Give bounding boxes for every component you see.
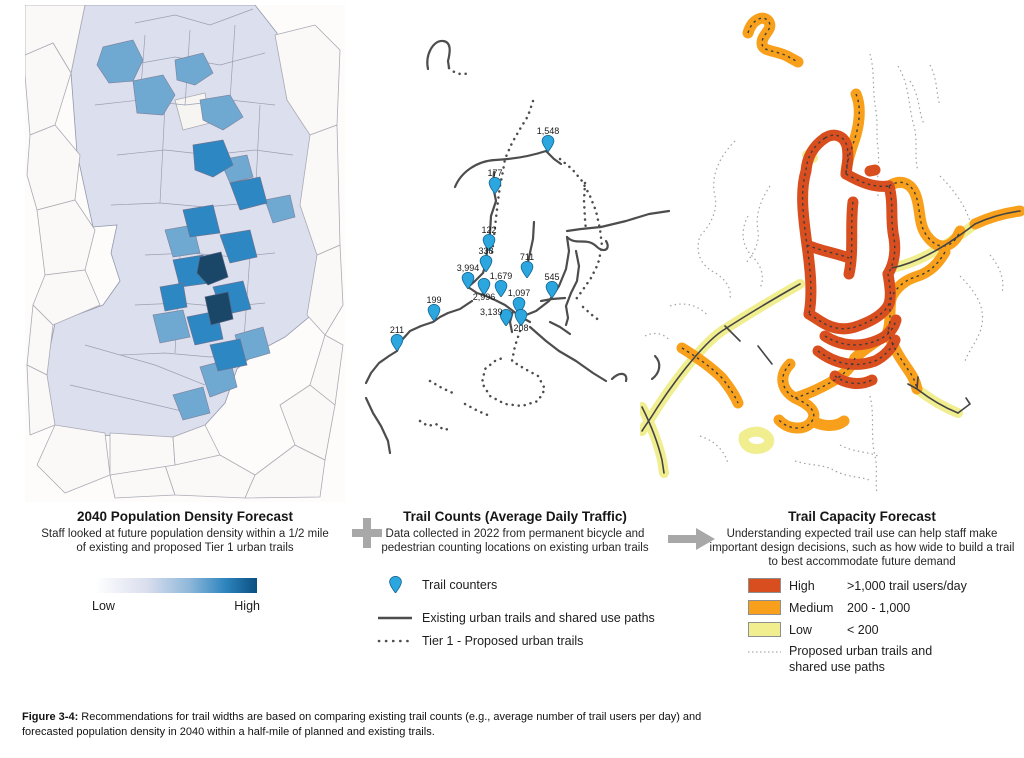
legend-value: 200 - 1,000 bbox=[847, 600, 911, 615]
trail-counter bbox=[426, 295, 442, 321]
legend-row-trail-counters bbox=[374, 576, 497, 593]
counter-value: 545 bbox=[544, 272, 560, 282]
counter-value: 2,996 bbox=[472, 292, 496, 302]
right-panel-subtitle: Understanding expected trail use can help staff make important design decisions, such as how wide to build a trail to best accommodate future demand bbox=[709, 527, 1015, 568]
trail-counter bbox=[487, 168, 503, 194]
counter-value: 338 bbox=[478, 246, 494, 256]
right-panel-title: Trail Capacity Forecast bbox=[788, 509, 936, 524]
population-density-map bbox=[25, 5, 345, 502]
map-pin-icon bbox=[462, 272, 475, 289]
legend-label: High bbox=[789, 578, 815, 593]
right-panel-text bbox=[700, 509, 1024, 569]
gradient-high-label: High bbox=[234, 599, 260, 613]
middle-panel-title: Trail Counts (Average Daily Traffic) bbox=[403, 509, 627, 524]
map-pin-icon bbox=[489, 177, 502, 194]
counter-value: 1,679 bbox=[489, 271, 513, 281]
figure-caption bbox=[22, 710, 714, 740]
trail-counter bbox=[456, 263, 480, 289]
map-pin-icon bbox=[542, 135, 555, 152]
high-swatch bbox=[748, 578, 781, 593]
counter-value: 1,097 bbox=[507, 288, 531, 298]
counter-value: 3,139 bbox=[479, 307, 503, 317]
left-panel-title: 2040 Population Density Forecast bbox=[76, 509, 294, 524]
trail-counter bbox=[478, 246, 494, 272]
capacity-legend bbox=[748, 578, 967, 675]
trail-counter bbox=[472, 278, 496, 302]
trail-counter bbox=[513, 309, 529, 333]
legend-value: < 200 bbox=[847, 622, 879, 637]
legend-row-low bbox=[748, 622, 967, 637]
left-panel-subtitle: Staff looked at future population density within a 1/2 mile of existing and proposed Tier 1 urban trails bbox=[41, 527, 329, 554]
counter-value: 711 bbox=[519, 252, 535, 262]
legend-label: Low bbox=[789, 622, 812, 637]
middle-panel-text bbox=[365, 509, 665, 555]
trail-counter bbox=[536, 126, 560, 152]
legend-row-proposed bbox=[748, 644, 967, 675]
gray-dotted-line-icon bbox=[748, 644, 781, 654]
map-pin-icon bbox=[521, 261, 534, 278]
low-swatch bbox=[748, 622, 781, 637]
legend-label: Existing urban trails and shared use paths bbox=[422, 611, 655, 625]
trail-capacity-map bbox=[640, 5, 1024, 500]
map-pin-icon bbox=[480, 255, 493, 272]
legend-row-high bbox=[748, 578, 967, 593]
middle-panel-subtitle: Data collected in 2022 from permanent bicycle and pedestrian counting locations on existing urban trails bbox=[381, 527, 649, 554]
legend-row-existing-trails bbox=[374, 611, 655, 625]
map-pin-icon bbox=[495, 280, 508, 297]
trail-counter bbox=[519, 252, 535, 278]
left-panel-text bbox=[25, 509, 345, 555]
density-gradient-labels bbox=[92, 599, 260, 613]
map-pin-icon bbox=[428, 304, 441, 321]
map-pin-icon bbox=[546, 281, 559, 298]
trail-counter bbox=[489, 271, 513, 297]
trail-counter bbox=[479, 307, 513, 326]
trail-counts-map bbox=[360, 25, 670, 505]
density-gradient-bar bbox=[95, 578, 257, 593]
legend-label: Medium bbox=[789, 600, 834, 615]
solid-line-icon bbox=[374, 615, 416, 621]
trail-counter bbox=[389, 325, 405, 351]
dotted-line-icon bbox=[374, 638, 416, 644]
legend-label: Tier 1 - Proposed urban trails bbox=[422, 634, 584, 648]
legend-row-medium bbox=[748, 600, 967, 615]
trail-counter bbox=[544, 272, 560, 298]
trail-counter-pin-icon bbox=[374, 576, 416, 593]
legend-label: Trail counters bbox=[422, 577, 498, 592]
caption-prefix: Figure 3-4: bbox=[22, 711, 79, 723]
gradient-low-label: Low bbox=[92, 599, 115, 613]
legend-row-proposed-trails bbox=[374, 634, 583, 648]
counter-value: 122 bbox=[481, 225, 497, 235]
counter-value: 211 bbox=[389, 325, 405, 335]
legend-label: Proposed urban trails and shared use paths bbox=[789, 644, 933, 674]
map-pin-icon bbox=[391, 334, 404, 351]
medium-swatch bbox=[748, 600, 781, 615]
counter-value: 1,548 bbox=[536, 126, 560, 136]
counter-value: 208 bbox=[513, 323, 529, 333]
counter-value: 3,994 bbox=[456, 263, 480, 273]
counter-value: 177 bbox=[487, 168, 503, 178]
legend-value: >1,000 trail users/day bbox=[847, 578, 967, 593]
caption-text: Recommendations for trail widths are based on comparing existing trail counts (e.g., average number of trail users per day) and forecasted population density in 2040 within a half-mile of planned and existing trails. bbox=[22, 711, 702, 738]
counter-value: 199 bbox=[426, 295, 442, 305]
